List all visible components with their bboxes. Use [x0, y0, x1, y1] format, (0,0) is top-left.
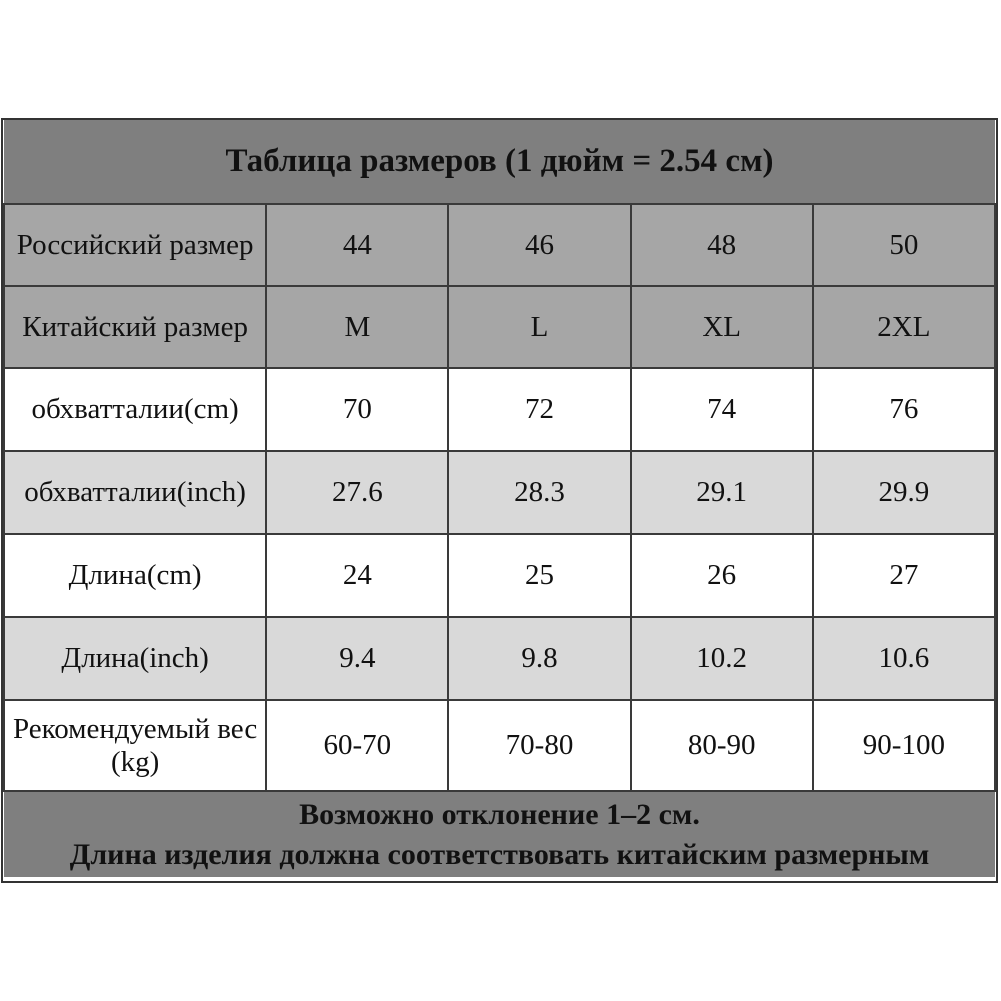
table-cell: 70-80: [448, 700, 630, 791]
table-cell: 29.1: [631, 451, 813, 534]
table-row-russian-size: [4, 204, 995, 286]
table-cell: 28.3: [448, 451, 630, 534]
title-row: [4, 120, 995, 204]
table-cell: 74: [631, 368, 813, 451]
row-label: обхватталии(cm): [4, 368, 266, 451]
table-cell: 2XL: [813, 286, 995, 368]
row-label: Рекомендуемый вес (kg): [4, 700, 266, 791]
footer-note: [4, 791, 995, 877]
table-cell: 60-70: [266, 700, 448, 791]
row-label: Длина(inch): [4, 617, 266, 700]
table-cell: 46: [448, 204, 630, 286]
table-cell: 76: [813, 368, 995, 451]
footer-line-length-note: Длина изделия должна соответствовать китайским размерным: [69, 837, 930, 871]
table-cell: 44: [266, 204, 448, 286]
table-cell: 27: [813, 534, 995, 617]
row-label: Длина(cm): [4, 534, 266, 617]
table-title: Таблица размеров (1 дюйм = 2.54 см): [4, 120, 995, 204]
table-row-length-inch: [4, 617, 995, 700]
table-cell: 90-100: [813, 700, 995, 791]
table-cell: 24: [266, 534, 448, 617]
table-cell: 50: [813, 204, 995, 286]
table-cell: L: [448, 286, 630, 368]
table-cell: 9.4: [266, 617, 448, 700]
row-label: обхватталии(inch): [4, 451, 266, 534]
footer-line-deviation: Возможно отклонение 1–2 см.: [299, 797, 700, 831]
table-row-waist-cm: [4, 368, 995, 451]
table-cell: 10.2: [631, 617, 813, 700]
table-cell: 70: [266, 368, 448, 451]
size-chart: [1, 118, 998, 883]
row-label: Российский размер: [4, 204, 266, 286]
table-row-length-cm: [4, 534, 995, 617]
table-cell: 48: [631, 204, 813, 286]
table-cell: 72: [448, 368, 630, 451]
table-cell: 9.8: [448, 617, 630, 700]
table-cell: M: [266, 286, 448, 368]
table-row-chinese-size: [4, 286, 995, 368]
table-cell: 80-90: [631, 700, 813, 791]
table-cell: XL: [631, 286, 813, 368]
table-cell: 29.9: [813, 451, 995, 534]
table-row-waist-inch: [4, 451, 995, 534]
footer-row: [4, 791, 995, 877]
table-cell: 10.6: [813, 617, 995, 700]
table-cell: 25: [448, 534, 630, 617]
table-row-recommended-weight: [4, 700, 995, 791]
table-cell: 26: [631, 534, 813, 617]
size-table: [3, 120, 996, 877]
table-cell: 27.6: [266, 451, 448, 534]
row-label: Китайский размер: [4, 286, 266, 368]
